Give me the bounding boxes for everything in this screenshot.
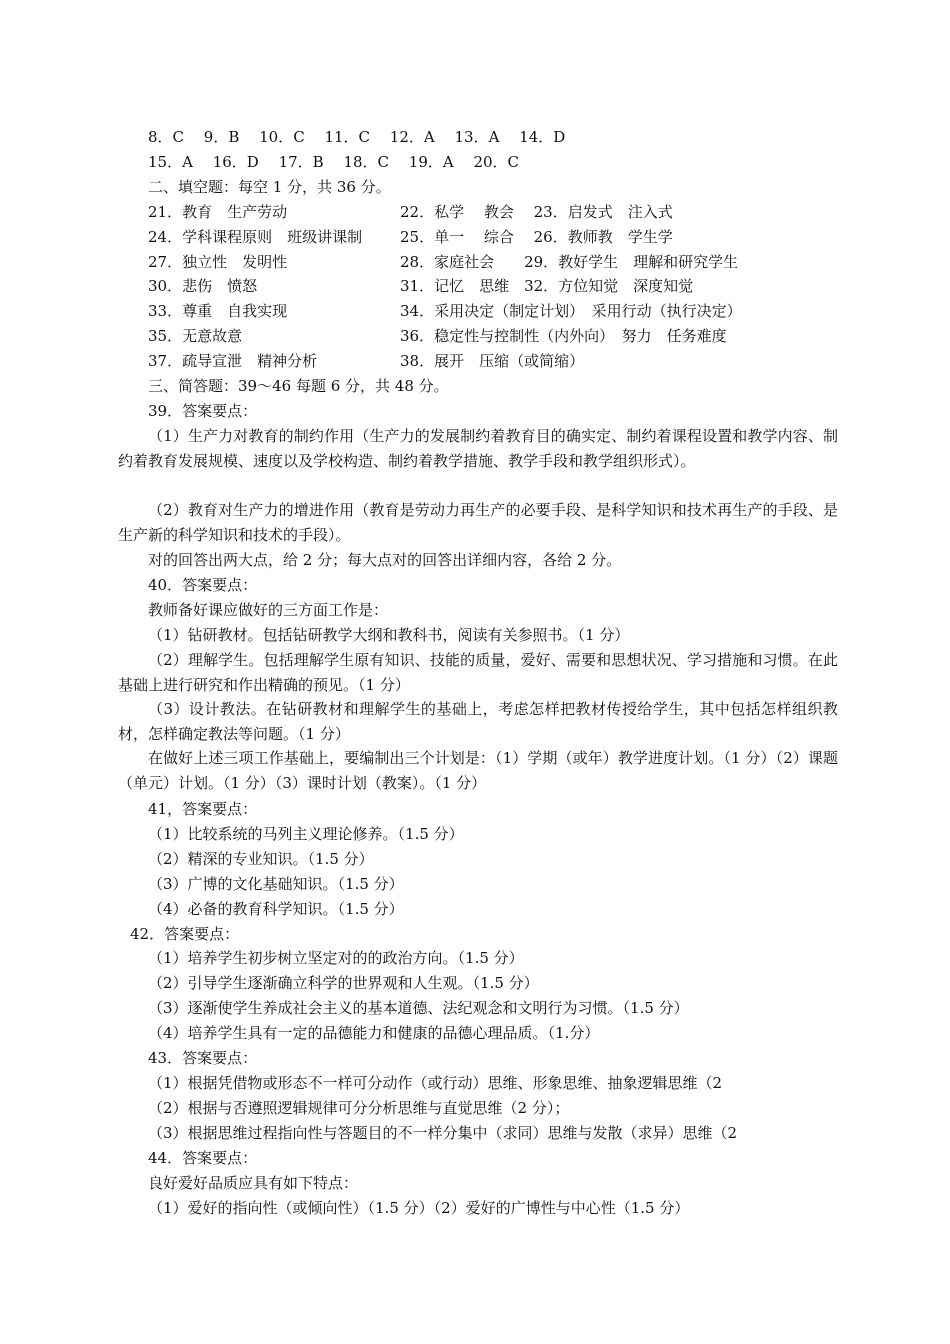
fill-row-right: 38．展开 压缩（或简缩） xyxy=(400,352,585,370)
q39-label: 39．答案要点： xyxy=(148,402,258,420)
fill-row-right: 36．稳定性与控制性（内外向） 努力 任务难度 xyxy=(400,327,727,345)
fill-row-left: 30．悲伤 愤怒 xyxy=(148,277,258,295)
fill-row-right: 22．私学 教会 23．启发式 注入式 xyxy=(400,203,673,221)
q39-scoring: 对的回答出两大点，给 2 分；每大点对的回答出详细内容，各给 2 分。 xyxy=(148,551,622,569)
fill-row-left: 33．尊重 自我实现 xyxy=(148,302,288,320)
q41-item: （3）广博的文化基础知识。（1.5 分） xyxy=(148,875,404,893)
q43-item: （1）根据凭借物或形态不一样可分动作（或行动）思维、形象思维、抽象逻辑思维（2 xyxy=(148,1074,723,1092)
q42-label: 42．答案要点： xyxy=(130,925,240,943)
q41-item: （1）比较系统的马列主义理论修养。（1.5 分） xyxy=(148,825,464,843)
q40-point-3: （3）设计教法。在钻研教材和理解学生的基础上，考虑怎样把教材传授给学生，其中包括怎样组织教材，怎样确定教法等问题。（1 分） xyxy=(118,700,838,743)
q40-point-2: （2）理解学生。包括理解学生原有知识、技能的质量，爱好、需要和思想状况、学习措施和习惯。在此基础上进行研究和作出精确的预见。（1 分） xyxy=(118,651,838,694)
q43-item: （2）根据与否遵照逻辑规律可分分析思维与直觉思维（2 分）； xyxy=(148,1099,570,1117)
fill-row-left: 24．学科课程原则 班级讲课制 xyxy=(148,228,363,246)
mc-answers-row-1: 8．C 9．B 10．C 11．C 12．A 13．A 14．D xyxy=(148,128,566,146)
q40-point-1: （1）钻研教材。包括钻研教学大纲和教科书，阅读有关参照书。（1 分） xyxy=(148,626,630,644)
fill-row-right: 28．家庭社会 29．教好学生 理解和研究学生 xyxy=(400,253,739,271)
fill-row-right: 34．采用决定（制定计划） 采用行动（执行决定） xyxy=(400,302,742,320)
q42-item: （3）逐渐使学生养成社会主义的基本道德、法纪观念和文明行为习惯。（1.5 分） xyxy=(148,999,689,1017)
fill-row-right: 31．记忆 思维 32．方位知觉 深度知觉 xyxy=(400,277,694,295)
fill-row-right: 25．单一 综合 26．教师教 学生学 xyxy=(400,228,673,246)
q42-item: （2）引导学生逐渐确立科学的世界观和人生观。（1.5 分） xyxy=(148,974,539,992)
q40-label: 40．答案要点： xyxy=(148,576,258,594)
q42-item: （1）培养学生初步树立坚定对的的政治方向。（1.5 分） xyxy=(148,949,524,967)
q44-intro: 良好爱好品质应具有如下特点： xyxy=(148,1174,359,1192)
q43-label: 43．答案要点： xyxy=(148,1049,258,1067)
section-3-heading: 三、简答题：39～46 每题 6 分，共 48 分。 xyxy=(148,377,449,395)
q41-label: 41，答案要点： xyxy=(148,800,258,818)
q44-point-1: （1）爱好的指向性（或倾向性）（1.5 分）（2）爱好的广博性与中心性（1.5 分） xyxy=(148,1199,690,1217)
q44-label: 44．答案要点： xyxy=(148,1149,258,1167)
q40-intro: 教师备好课应做好的三方面工作是： xyxy=(148,601,389,619)
fill-row-left: 35．无意故意 xyxy=(148,327,243,345)
fill-row-left: 27．独立性 发明性 xyxy=(148,253,288,271)
q39-point-2: （2）教育对生产力的增进作用（教育是劳动力再生产的必要手段、是科学知识和技术再生产的手段、是生产新的科学知识和技术的手段）。 xyxy=(118,501,838,544)
q42-item: （4）培养学生具有一定的品德能力和健康的品德心理品质。（1.分） xyxy=(148,1024,600,1042)
fill-row-left: 37．疏导宣泄 精神分析 xyxy=(148,352,318,370)
q39-point-1: （1）生产力对教育的制约作用（生产力的发展制约着教育目的确实定、制约着课程设置和教学内容、制约着教育发展规模、速度以及学校构造、制约着教学措施、教学手段和教学组织形式）。 xyxy=(118,427,838,470)
q43-item: （3）根据思维过程指向性与答题目的不一样分集中（求同）思维与发散（求异）思维（2 xyxy=(148,1124,738,1142)
q41-item: （4）必备的教育科学知识。（1.5 分） xyxy=(148,900,404,918)
q41-item: （2）精深的专业知识。（1.5 分） xyxy=(148,850,374,868)
mc-answers-row-2: 15．A 16．D 17．B 18．C 19．A 20．C xyxy=(148,153,520,171)
fill-row-left: 21．教育 生产劳动 xyxy=(148,203,288,221)
q40-plans: 在做好上述三项工作基础上，要编制出三个计划是：（1）学期（或年）教学进度计划。（1 分）（2）课题（单元）计划。（1 分）（3）课时计划（教案）。（1 分） xyxy=(118,749,838,792)
section-2-heading: 二、填空题：每空 1 分，共 36 分。 xyxy=(148,178,391,196)
